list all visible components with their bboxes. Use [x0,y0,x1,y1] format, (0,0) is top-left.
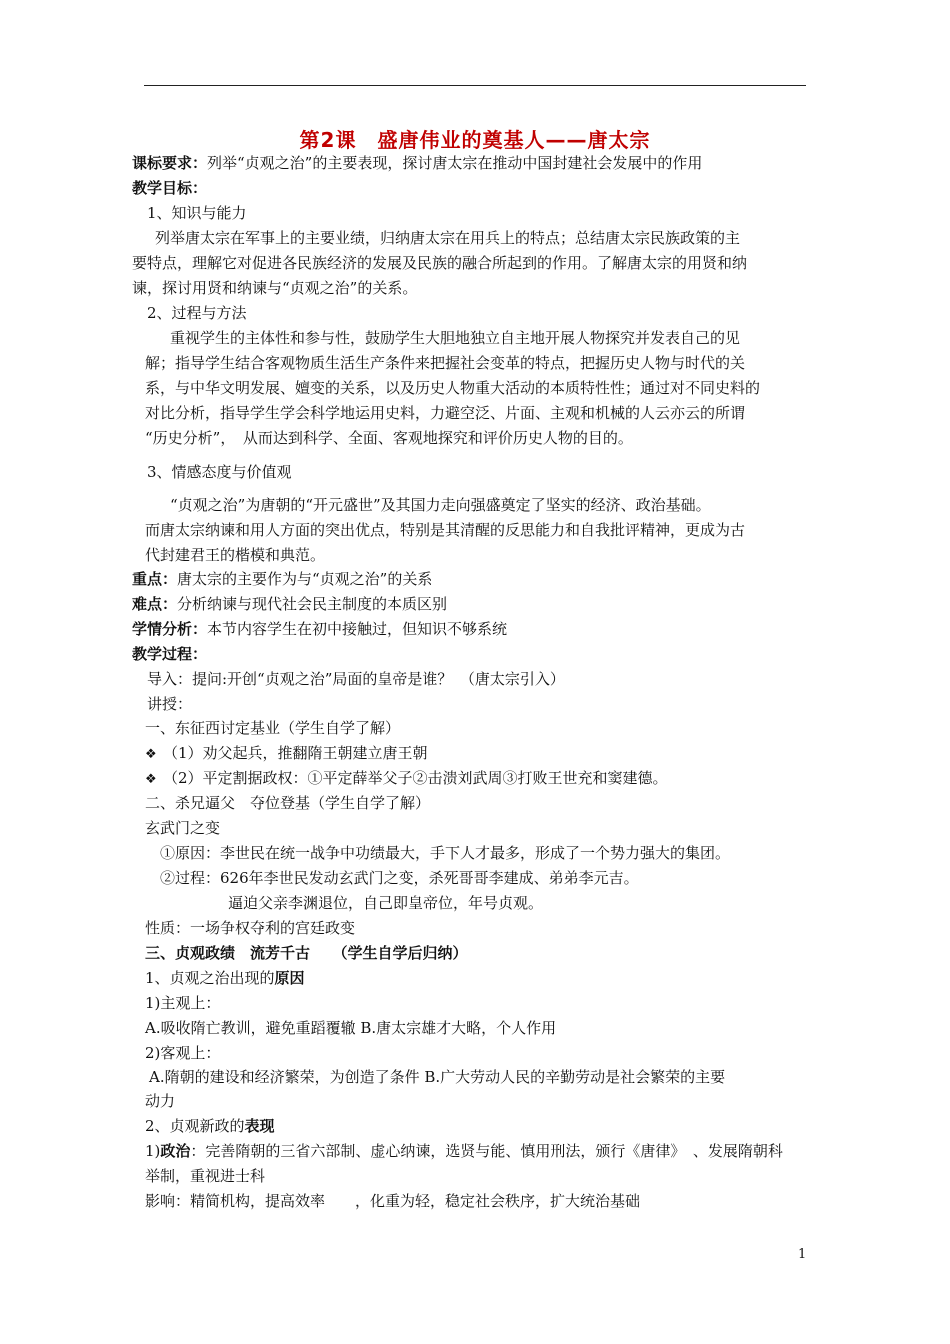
text-line [145,427,633,449]
diamond-bullet-icon: ❖ [145,747,157,762]
label: 难点： [132,595,178,613]
text: 对比分析，指导学生学会科学地运用史料，力避空泛、片面、主观和机械的人云亦云的所谓 [145,404,746,422]
text: 1、贞观之治出现的 [145,969,275,987]
header-rule [144,85,806,86]
text: 1、知识与能力 [147,204,247,222]
bullet-line [145,767,668,791]
text: 1) [145,1142,161,1160]
text: 1)主观上： [145,994,221,1012]
text-line [147,202,247,224]
text-line [147,302,247,324]
text: 列举唐太宗在军事上的主要业绩，归纳唐太宗在用兵上的特点；总结唐太宗民族政策的主 [155,229,741,247]
text-line [132,277,417,299]
text-line [228,892,543,914]
bullet-line [145,742,428,766]
text-line [145,1017,556,1039]
text: 二、杀兄逼父 夺位登基（学生自学了解） [145,794,431,812]
text-line [170,327,740,349]
label: 重点： [132,570,178,588]
text: 举制，重视进士科 [145,1167,266,1185]
difficulty [132,593,447,615]
key-point [132,568,432,590]
label: 教学目标： [132,179,208,197]
text: 3、情感态度与价值观 [147,463,292,481]
text: （2）平定割据政权：①平定薛举父子②击溃刘武周③打败王世充和窦建德。 [163,769,668,787]
text-line [145,917,355,939]
text: 动力 [145,1092,176,1110]
text: “贞观之治”为唐朝的“开元盛世”及其国力走向强盛奠定了坚实的经济、政治基础。 [170,496,711,514]
text-line [132,252,747,274]
text-line [155,227,740,249]
text: A.吸收隋亡教训，避免重蹈覆辙 B.唐太宗雄才大略，个人作用 [145,1019,557,1037]
label: 三、贞观政绩 流芳千古 （学生自学后归纳） [145,944,468,962]
text: 一、东征西讨定基业（学生自学了解） [145,719,401,737]
text: 逼迫父亲李渊退位，自己即皇帝位，年号贞观。 [228,894,544,912]
text-line [145,519,745,541]
text: 列举“贞观之治”的主要表现，探讨唐太宗在推动中国封建社会发展中的作用 [207,154,703,172]
text-line [145,817,220,839]
section-heading [145,942,468,964]
text-line [145,544,325,566]
page-number: 1 [798,1247,807,1262]
text: 而唐太宗纳谏和用人方面的突出优点，特别是其清醒的反思能力和自我批评精神，更成为古 [145,521,746,539]
text: 谏，探讨用贤和纳谏与“贞观之治”的关系。 [132,279,418,297]
text-line [145,717,400,739]
text-line [147,693,192,715]
text-line [145,1090,175,1112]
text: 2、贞观新政的 [145,1117,245,1135]
text: 分析纳谏与现代社会民主制度的本质区别 [177,595,448,613]
text: 唐太宗的主要作为与“贞观之治”的关系 [177,570,433,588]
text-line [145,992,220,1014]
label: 课标要求： [132,154,208,172]
page-title: 第2课 盛唐伟业的奠基人——唐太宗 [299,128,651,152]
text-line [145,377,760,399]
text-line [145,792,430,814]
text: ①原因：李世民在统一战争中功绩最大，手下人才最多，形成了一个势力强大的集团。 [160,844,731,862]
text-line [160,867,639,889]
text-line [145,1115,275,1137]
text: 系，与中华文明发展、嬗变的关系，以及历史人物重大活动的本质特性性；通过对不同史料的 [145,379,761,397]
text-line [149,1066,725,1088]
text-line [145,352,745,374]
goals-heading [132,177,207,199]
label: 教学过程： [132,645,208,663]
label: 学情分析： [132,620,208,638]
text: （1）劝父起兵，推翻隋王朝建立唐王朝 [163,744,428,762]
bold-text: 政治 [160,1142,191,1160]
text: 影响：精简机构，提高效率 ，化重为轻，稳定社会秩序，扩大统治基础 [145,1192,641,1210]
text: 导入：提问:开创“贞观之治”局面的皇帝是谁？ （唐太宗引入） [147,670,565,688]
learner-analysis [132,618,507,640]
bold-text: 表现 [244,1117,275,1135]
text-line [145,1042,220,1064]
text: 要特点，理解它对促进各民族经济的发展及民族的融合所起到的作用。了解唐太宗的用贤和纳 [132,254,748,272]
bold-text: 原因 [274,969,305,987]
text-line [145,967,305,989]
text-line [170,494,711,516]
text: 性质：一场争权夺利的宫廷政变 [145,919,356,937]
text: 解；指导学生结合客观物质生活生产条件来把握社会变革的特点，把握历史人物与时代的关 [145,354,746,372]
text-line [145,1165,265,1187]
text: 2、过程与方法 [147,304,247,322]
text-line [147,668,565,690]
text: “历史分析”， 从而达到科学、全面、客观地探究和评价历史人物的目的。 [145,429,633,447]
text: A.隋朝的建设和经济繁荣，为创造了条件 B.广大劳动人民的辛勤劳动是社会繁荣的主要 [149,1068,726,1086]
text-line [147,461,292,483]
process-heading [132,643,207,665]
curriculum-line [132,152,702,174]
text-line [145,1190,640,1212]
text: 玄武门之变 [145,819,221,837]
text: 重视学生的主体性和参与性，鼓励学生大胆地独立自主地开展人物探究并发表自己的见 [170,329,741,347]
text: 2)客观上： [145,1044,221,1062]
text: 讲授： [147,695,193,713]
text: ②过程：626年李世民发动玄武门之变，杀死哥哥李建成、弟弟李元吉。 [160,869,639,887]
text-line [145,1140,783,1162]
text: ：完善隋朝的三省六部制、虚心纳谏，选贤与能、慎用刑法，颁行《唐律》 、发展隋朝科 [190,1142,783,1160]
text: 代封建君王的楷模和典范。 [145,546,326,564]
text-line [145,402,745,424]
text: 本节内容学生在初中接触过，但知识不够系统 [207,620,508,638]
text-line [160,842,730,864]
diamond-bullet-icon: ❖ [145,772,157,787]
